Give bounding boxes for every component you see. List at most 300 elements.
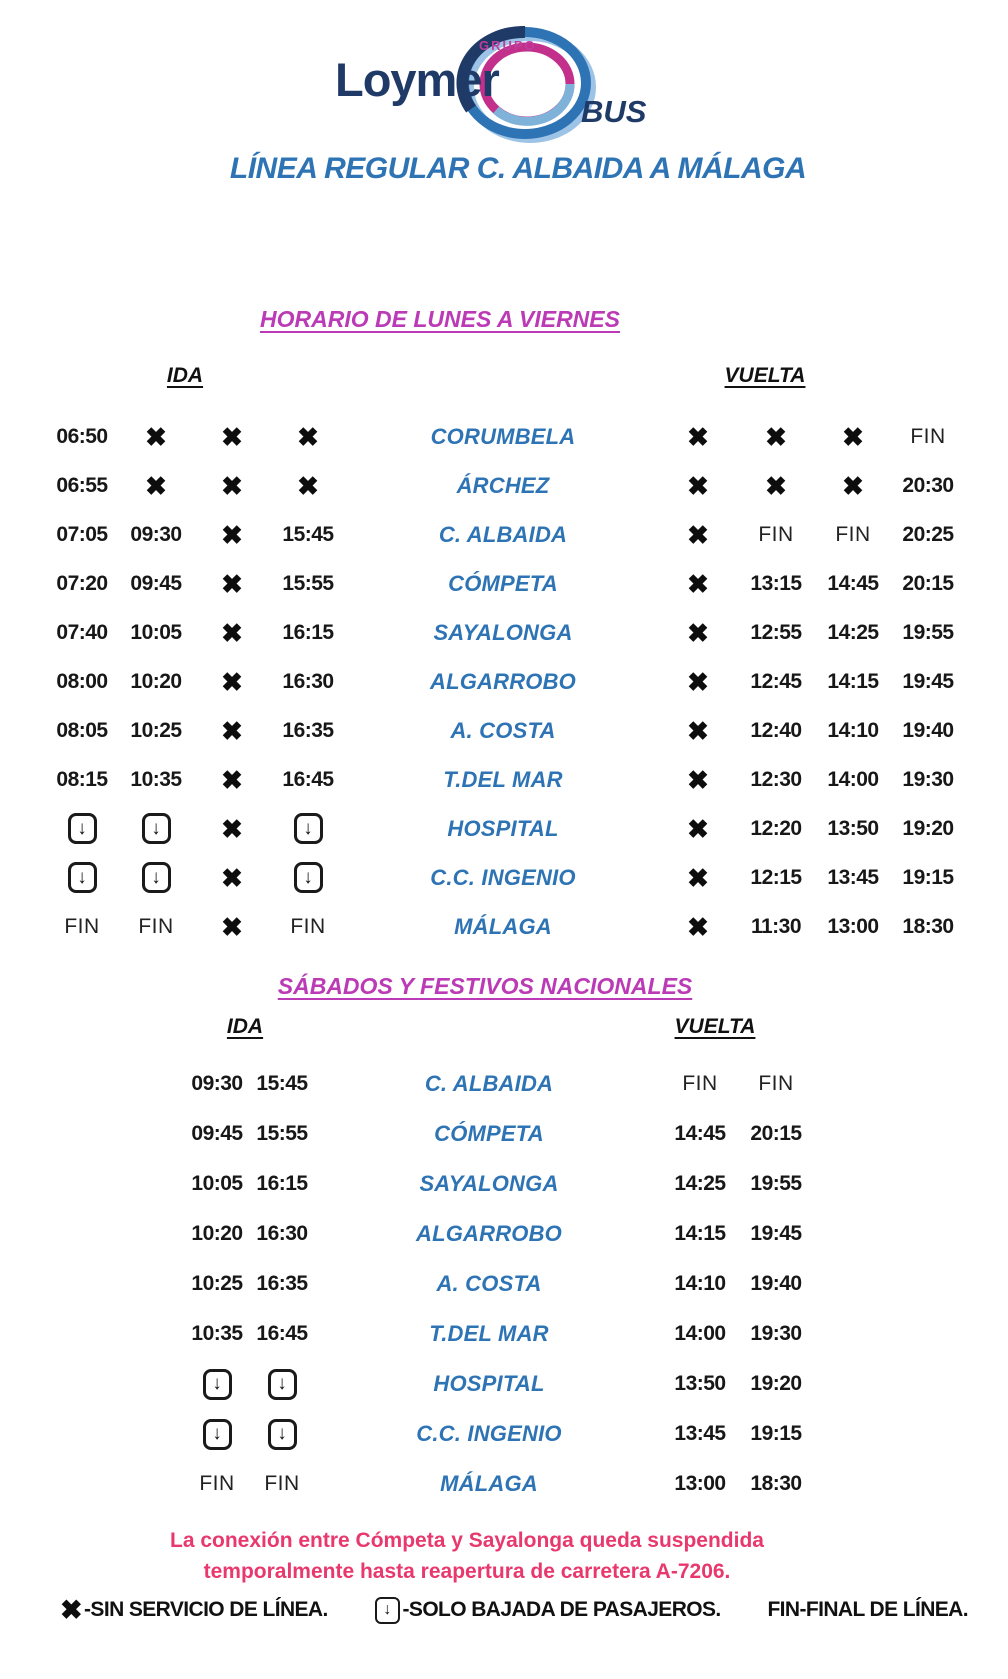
timetable-cell	[46, 862, 118, 893]
time-value: 08:05	[56, 718, 108, 742]
time-value: 07:40	[56, 620, 108, 644]
station-name: C. ALBAIDA	[438, 521, 568, 547]
timetable-cell	[736, 1172, 816, 1196]
legend-text: -SIN SERVICIO DE LÍNEA.	[84, 1598, 328, 1621]
time-value: 11:30	[750, 914, 802, 938]
timetable-cell	[46, 915, 118, 939]
station-name: CÓMPETA	[434, 1121, 544, 1146]
timetable-cell	[118, 670, 194, 694]
drop-off-only-icon	[268, 1419, 297, 1450]
table-row	[0, 1159, 1008, 1209]
down-arrow-glyph: ↓	[303, 866, 313, 888]
station-name: SAYALONGA	[419, 1171, 559, 1196]
weekday-ida-label: IDA	[166, 364, 204, 387]
time-value: 10:20	[130, 669, 182, 693]
timetable-cell	[736, 1422, 816, 1446]
station-name: MÁLAGA	[454, 913, 552, 939]
timetable-cell	[270, 523, 346, 547]
timetable-cell	[664, 1122, 736, 1146]
timetable-cell	[890, 621, 966, 645]
time-value: 13:15	[750, 571, 802, 595]
timetable-cell	[890, 474, 966, 498]
timetable-cell	[250, 1172, 314, 1196]
timetable-cell	[736, 621, 816, 645]
timetable-cell	[270, 719, 346, 743]
time-value: 09:30	[130, 522, 182, 546]
time-value: 16:15	[282, 620, 334, 644]
table-row	[0, 461, 1008, 510]
timetable-cell	[736, 915, 816, 939]
time-value: 12:40	[750, 718, 802, 742]
time-value: 10:35	[191, 1322, 243, 1345]
station-name: C.C. INGENIO	[430, 864, 576, 890]
time-value: 15:55	[256, 1122, 308, 1145]
time-value: 19:55	[750, 1172, 802, 1195]
timetable-cell	[270, 768, 346, 792]
time-value: 07:20	[56, 571, 108, 595]
timetable-cell	[816, 915, 890, 939]
down-arrow-glyph: ↓	[212, 1373, 222, 1394]
table-row	[0, 608, 1008, 657]
timetable-cell	[270, 470, 346, 501]
time-value: 19:45	[902, 669, 954, 693]
timetable-cell	[270, 572, 346, 596]
timetable-cell	[250, 1272, 314, 1296]
suspension-notice-line1: La conexión entre Cómpeta y Sayalonga queda suspendida	[170, 1529, 764, 1552]
no-service-icon: ✖	[221, 568, 243, 599]
table-row	[0, 1259, 1008, 1309]
legend-item	[60, 1594, 328, 1625]
time-value: 06:50	[56, 424, 108, 448]
legend	[0, 1593, 1008, 1627]
timetable-cell	[890, 817, 966, 841]
time-value: 16:30	[282, 669, 334, 693]
timetable-cell	[660, 715, 736, 746]
station-name: HOSPITAL	[447, 815, 559, 841]
timetable-cell	[184, 1472, 250, 1496]
timetable-cell	[890, 719, 966, 743]
timetable-cell	[890, 915, 966, 939]
table-row	[0, 1109, 1008, 1159]
timetable-cell	[194, 568, 270, 599]
weekday-timetable	[0, 412, 1008, 951]
timetable-cell	[250, 1322, 314, 1346]
time-value: 18:30	[902, 914, 954, 938]
timetable-cell	[664, 1472, 736, 1496]
timetable-cell	[118, 572, 194, 596]
time-value: 19:30	[750, 1322, 802, 1345]
time-value: 18:30	[750, 1472, 802, 1495]
time-value: 13:45	[827, 865, 879, 889]
timetable-cell	[250, 1369, 314, 1400]
timetable-cell	[118, 768, 194, 792]
down-arrow-glyph: ↓	[77, 866, 87, 888]
timetable-cell	[46, 474, 118, 498]
down-arrow-glyph: ↓	[151, 866, 161, 888]
station-name: A. COSTA	[450, 717, 556, 743]
weekday-heading: HORARIO DE LUNES A VIERNES	[260, 306, 620, 332]
timetable-cell	[46, 572, 118, 596]
timetable-cell	[118, 421, 194, 452]
table-row	[0, 755, 1008, 804]
timetable-cell	[194, 421, 270, 452]
time-value: 14:25	[827, 620, 879, 644]
drop-off-only-icon	[68, 813, 97, 844]
timetable-cell	[736, 1322, 816, 1346]
time-value: 12:55	[750, 620, 802, 644]
fin-label: FIN	[910, 424, 946, 448]
drop-off-only-icon	[203, 1369, 232, 1400]
timetable-cell	[664, 1422, 736, 1446]
timetable-cell	[184, 1172, 250, 1196]
no-service-icon: ✖	[221, 715, 243, 746]
time-value: 19:15	[902, 865, 954, 889]
fin-label: FIN	[758, 1072, 794, 1095]
no-service-icon: ✖	[221, 813, 243, 844]
timetable-cell	[736, 866, 816, 890]
timetable-cell	[194, 715, 270, 746]
loymer-logo	[329, 26, 679, 144]
fin-label: FIN	[290, 914, 326, 938]
no-service-icon: ✖	[687, 421, 709, 452]
saturday-vuelta-label: VUELTA	[674, 1015, 756, 1038]
timetable-cell	[46, 813, 118, 844]
saturday-ida-label: IDA	[226, 1015, 264, 1038]
timetable-cell	[270, 862, 346, 893]
timetable-cell	[194, 470, 270, 501]
time-value: 14:45	[827, 571, 879, 595]
time-value: 20:15	[902, 571, 954, 595]
timetable-cell	[270, 915, 346, 939]
table-row	[0, 1209, 1008, 1259]
timetable-cell	[660, 568, 736, 599]
no-service-icon: ✖	[687, 715, 709, 746]
no-service-icon: ✖	[687, 764, 709, 795]
timetable-cell	[816, 523, 890, 547]
time-value: 19:20	[750, 1372, 802, 1395]
table-row	[0, 902, 1008, 951]
timetable-cell	[118, 813, 194, 844]
time-value: 16:45	[256, 1322, 308, 1345]
time-value: 14:10	[827, 718, 879, 742]
fin-label: FIN	[682, 1072, 718, 1095]
no-service-icon: ✖	[221, 421, 243, 452]
timetable-cell	[816, 572, 890, 596]
no-service-icon: ✖	[842, 470, 864, 501]
no-service-icon: ✖	[687, 862, 709, 893]
brand-grupo: GRUPO	[479, 38, 537, 53]
no-service-icon: ✖	[765, 421, 787, 452]
no-service-icon: ✖	[221, 470, 243, 501]
timetable-cell	[736, 1072, 816, 1096]
timetable-cell	[736, 1272, 816, 1296]
timetable-cell	[46, 425, 118, 449]
table-row	[0, 706, 1008, 755]
time-value: 13:00	[827, 914, 879, 938]
timetable-cell	[736, 768, 816, 792]
timetable-cell	[736, 670, 816, 694]
timetable-cell	[184, 1122, 250, 1146]
down-arrow-glyph: ↓	[277, 1373, 287, 1394]
timetable-cell	[270, 670, 346, 694]
down-arrow-glyph: ↓	[151, 817, 161, 839]
timetable-cell	[46, 670, 118, 694]
time-value: 07:05	[56, 522, 108, 546]
station-name: C.C. INGENIO	[416, 1421, 562, 1446]
no-service-icon: ✖	[687, 911, 709, 942]
down-arrow-glyph: ↓	[212, 1423, 222, 1444]
timetable-cell	[890, 866, 966, 890]
no-service-icon: ✖	[297, 421, 319, 452]
no-service-icon: ✖	[687, 519, 709, 550]
station-name: MÁLAGA	[440, 1471, 538, 1496]
timetable-cell	[194, 764, 270, 795]
table-row	[0, 1059, 1008, 1109]
station-name: ALGARROBO	[415, 1221, 562, 1246]
timetable-cell	[890, 425, 966, 449]
timetable-cell	[664, 1222, 736, 1246]
timetable-cell	[660, 862, 736, 893]
timetable-cell	[890, 523, 966, 547]
time-value: 19:20	[902, 816, 954, 840]
timetable-cell	[118, 862, 194, 893]
drop-off-only-icon	[294, 813, 323, 844]
timetable-cell	[816, 670, 890, 694]
timetable-cell	[736, 572, 816, 596]
time-value: 12:20	[750, 816, 802, 840]
timetable-cell	[270, 813, 346, 844]
no-service-icon: ✖	[221, 666, 243, 697]
time-value: 13:45	[674, 1422, 726, 1445]
time-value: 16:30	[256, 1222, 308, 1245]
time-value: 19:30	[902, 767, 954, 791]
table-row	[0, 657, 1008, 706]
timetable-cell	[736, 1372, 816, 1396]
timetable-cell	[270, 621, 346, 645]
time-value: 19:15	[750, 1422, 802, 1445]
saturday-timetable	[0, 1059, 1008, 1509]
time-value: 13:00	[674, 1472, 726, 1495]
time-value: 10:05	[130, 620, 182, 644]
timetable-cell	[184, 1419, 250, 1450]
timetable-cell	[194, 617, 270, 648]
timetable-cell	[890, 768, 966, 792]
time-value: 10:05	[191, 1172, 243, 1195]
station-name: CÓMPETA	[448, 570, 558, 596]
drop-off-only-icon	[375, 1597, 400, 1624]
timetable-cell	[184, 1272, 250, 1296]
timetable-cell	[250, 1122, 314, 1146]
timetable-cell	[664, 1322, 736, 1346]
table-row	[0, 559, 1008, 608]
table-row	[0, 1409, 1008, 1459]
timetable-cell	[270, 421, 346, 452]
down-arrow-glyph: ↓	[383, 1600, 391, 1618]
timetable-cell	[890, 670, 966, 694]
timetable-cell	[46, 719, 118, 743]
timetable-cell	[660, 421, 736, 452]
time-value: 12:30	[750, 767, 802, 791]
time-value: 20:15	[750, 1122, 802, 1145]
timetable-cell	[184, 1369, 250, 1400]
time-value: 14:10	[674, 1272, 726, 1295]
legend-text: FIN-FINAL DE LÍNEA.	[767, 1598, 968, 1621]
fin-label: FIN	[264, 1472, 300, 1495]
down-arrow-glyph: ↓	[77, 817, 87, 839]
timetable-cell	[118, 621, 194, 645]
timetable-cell	[184, 1072, 250, 1096]
weekday-vuelta-label: VUELTA	[724, 364, 806, 387]
timetable-cell	[664, 1072, 736, 1096]
timetable-cell	[194, 519, 270, 550]
weekday-direction-labels	[0, 364, 1008, 394]
timetable-cell	[184, 1322, 250, 1346]
timetable-cell	[194, 813, 270, 844]
no-service-icon: ✖	[765, 470, 787, 501]
brand-name: Loymer	[335, 53, 499, 106]
timetable-cell	[118, 719, 194, 743]
timetable-cell	[816, 719, 890, 743]
timetable-cell	[816, 817, 890, 841]
timetable-cell	[816, 470, 890, 501]
time-value: 09:45	[130, 571, 182, 595]
time-value: 14:15	[827, 669, 879, 693]
timetable-cell	[46, 621, 118, 645]
timetable-cell	[816, 866, 890, 890]
down-arrow-glyph: ↓	[303, 817, 313, 839]
timetable-cell	[660, 617, 736, 648]
time-value: 12:45	[750, 669, 802, 693]
timetable-cell	[664, 1372, 736, 1396]
timetable-cell	[816, 768, 890, 792]
time-value: 10:35	[130, 767, 182, 791]
no-service-icon: ✖	[145, 421, 167, 452]
timetable-cell	[736, 1222, 816, 1246]
timetable-cell	[736, 719, 816, 743]
time-value: 19:45	[750, 1222, 802, 1245]
drop-off-only-icon	[294, 862, 323, 893]
saturday-heading: SÁBADOS Y FESTIVOS NACIONALES	[277, 973, 693, 999]
timetable-cell	[890, 572, 966, 596]
legend-item	[375, 1597, 721, 1624]
no-service-icon: ✖	[221, 519, 243, 550]
brand-bus: BUS	[581, 94, 647, 129]
station-name: A. COSTA	[436, 1271, 542, 1296]
timetable-cell	[736, 1122, 816, 1146]
time-value: 15:45	[256, 1072, 308, 1095]
timetable-cell	[118, 523, 194, 547]
table-row	[0, 1359, 1008, 1409]
time-value: 13:50	[674, 1372, 726, 1395]
legend-item	[767, 1598, 968, 1622]
timetable-cell	[660, 911, 736, 942]
timetable-cell	[194, 666, 270, 697]
timetable-cell	[660, 813, 736, 844]
drop-off-only-icon	[203, 1419, 232, 1450]
timetable-cell	[736, 523, 816, 547]
timetable-cell	[118, 470, 194, 501]
timetable-cell	[194, 911, 270, 942]
timetable-cell	[660, 470, 736, 501]
fin-label: FIN	[835, 522, 871, 546]
timetable-cell	[660, 666, 736, 697]
drop-off-only-icon	[268, 1369, 297, 1400]
time-value: 08:15	[56, 767, 108, 791]
time-value: 10:25	[191, 1272, 243, 1295]
time-value: 14:00	[674, 1322, 726, 1345]
station-name: SAYALONGA	[433, 619, 573, 645]
table-row	[0, 510, 1008, 559]
time-value: 16:45	[282, 767, 334, 791]
suspension-notice-line2: temporalmente hasta reapertura de carretera A-7206.	[203, 1560, 731, 1583]
saturday-direction-labels	[0, 1015, 1008, 1045]
timetable-cell	[736, 817, 816, 841]
no-service-icon: ✖	[687, 470, 709, 501]
timetable-cell	[118, 915, 194, 939]
timetable-cell	[250, 1472, 314, 1496]
time-value: 14:00	[827, 767, 879, 791]
time-value: 16:35	[256, 1272, 308, 1295]
station-name: T.DEL MAR	[443, 766, 563, 792]
drop-off-only-icon	[142, 813, 171, 844]
no-service-icon: ✖	[687, 666, 709, 697]
fin-label: FIN	[199, 1472, 235, 1495]
time-value: 09:30	[191, 1072, 243, 1095]
timetable-cell	[736, 1472, 816, 1496]
time-value: 16:35	[282, 718, 334, 742]
time-value: 10:20	[191, 1222, 243, 1245]
time-value: 10:25	[130, 718, 182, 742]
station-name: T.DEL MAR	[429, 1321, 549, 1346]
timetable-cell	[660, 519, 736, 550]
timetable-cell	[816, 621, 890, 645]
time-value: 19:40	[750, 1272, 802, 1295]
time-value: 12:15	[750, 865, 802, 889]
timetable-cell	[664, 1172, 736, 1196]
timetable-cell	[194, 862, 270, 893]
time-value: 14:25	[674, 1172, 726, 1195]
no-service-icon: ✖	[687, 617, 709, 648]
no-service-icon: ✖	[687, 813, 709, 844]
station-name: C. ALBAIDA	[424, 1071, 554, 1096]
time-value: 16:15	[256, 1172, 308, 1195]
fin-label: FIN	[64, 914, 100, 938]
no-service-icon: ✖	[687, 568, 709, 599]
table-row	[0, 1459, 1008, 1509]
timetable-cell	[736, 470, 816, 501]
station-name: ALGARROBO	[429, 668, 576, 694]
no-service-icon: ✖	[60, 1594, 83, 1625]
no-service-icon: ✖	[145, 470, 167, 501]
no-service-icon: ✖	[842, 421, 864, 452]
station-name: ÁRCHEZ	[456, 472, 550, 498]
no-service-icon: ✖	[221, 862, 243, 893]
timetable-cell	[660, 764, 736, 795]
timetable-cell	[664, 1272, 736, 1296]
time-value: 15:55	[282, 571, 334, 595]
time-value: 14:45	[674, 1122, 726, 1145]
page-title: LÍNEA REGULAR C. ALBAIDA A MÁLAGA	[229, 152, 807, 185]
down-arrow-glyph: ↓	[277, 1423, 287, 1444]
time-value: 08:00	[56, 669, 108, 693]
table-row	[0, 853, 1008, 902]
fin-label: FIN	[758, 522, 794, 546]
table-row	[0, 1309, 1008, 1359]
no-service-icon: ✖	[221, 617, 243, 648]
drop-off-only-icon	[142, 862, 171, 893]
timetable-cell	[46, 523, 118, 547]
timetable-cell	[184, 1222, 250, 1246]
